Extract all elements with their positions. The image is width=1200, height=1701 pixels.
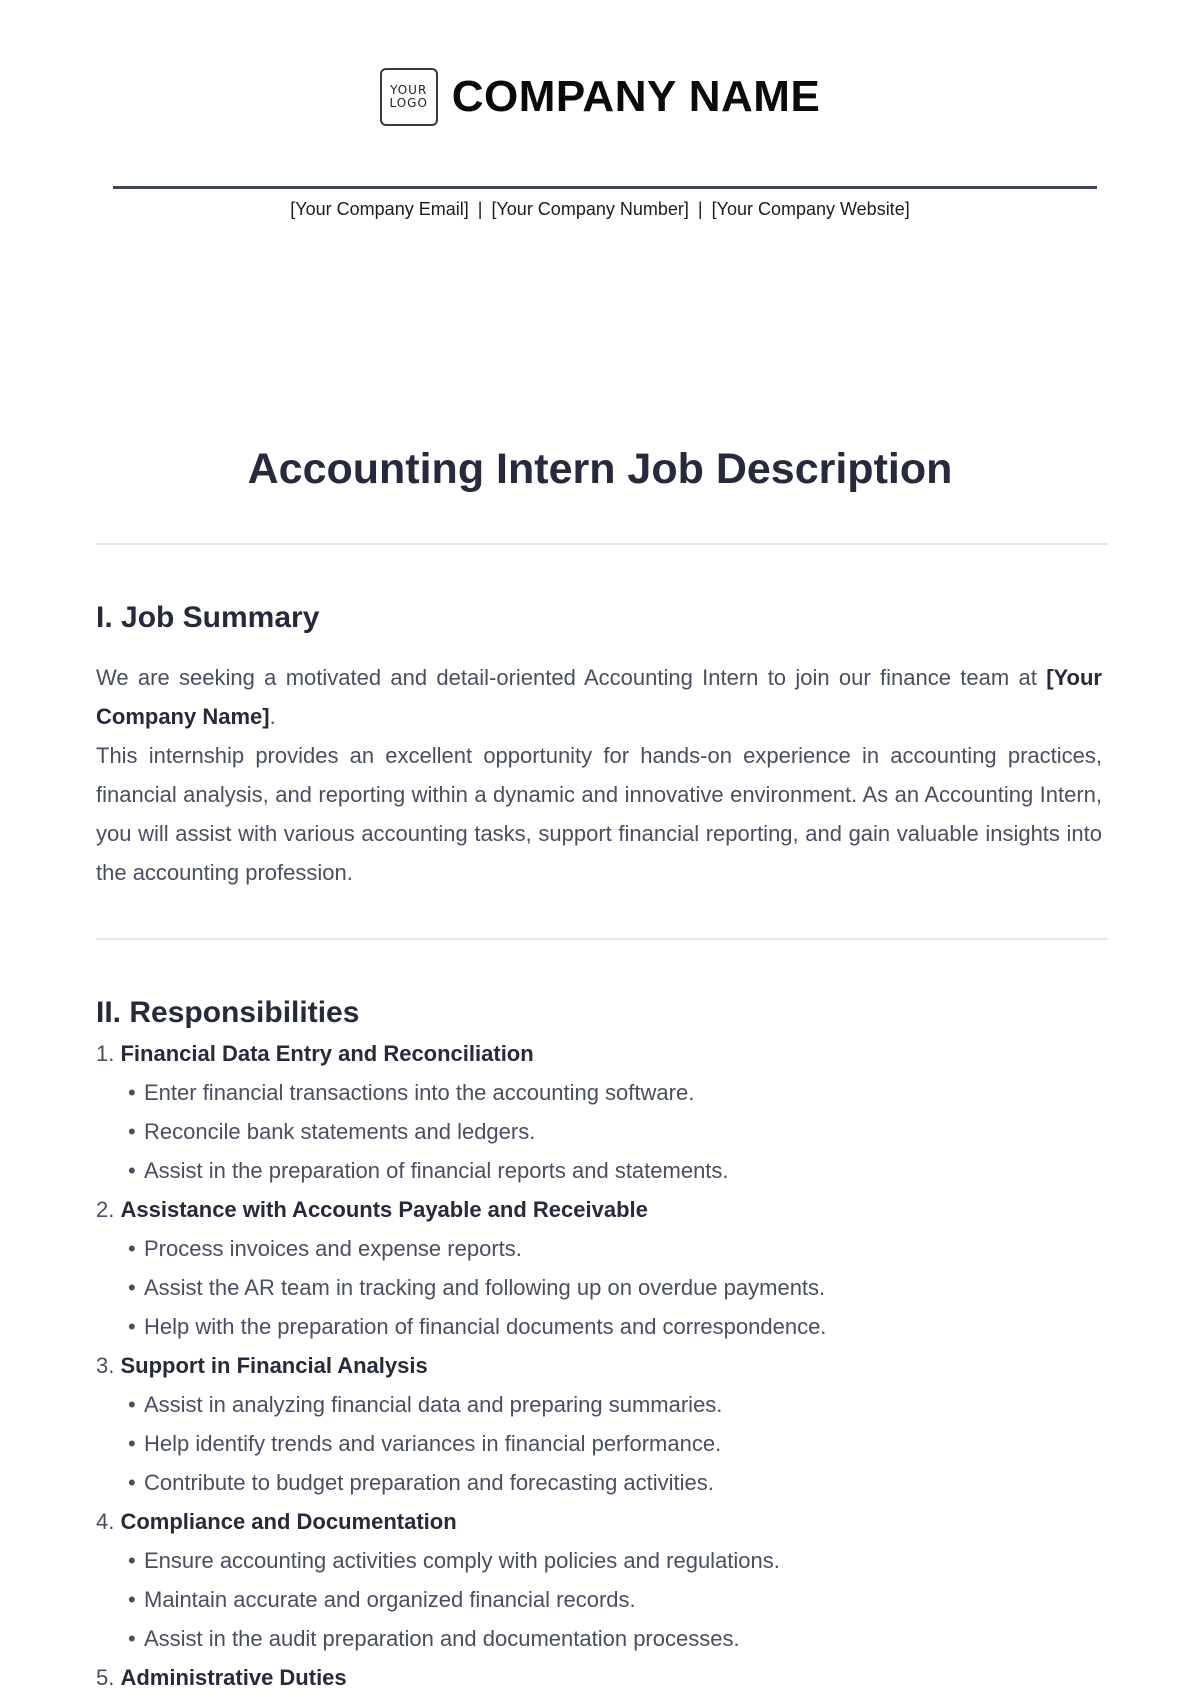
bullet-text: Enter financial transactions into the accounting software.	[144, 1080, 695, 1105]
bullet-item	[96, 1619, 1106, 1658]
bullet-item	[96, 1580, 1106, 1619]
responsibility-item	[96, 1034, 1106, 1190]
responsibility-title	[96, 1658, 1106, 1697]
responsibility-number: 1.	[96, 1041, 115, 1066]
section-divider	[96, 543, 1108, 545]
company-name-placeholder: [Your Company Name]	[96, 665, 1102, 729]
responsibility-title	[96, 1190, 1106, 1229]
responsibility-label: Financial Data Entry and Reconciliation	[120, 1041, 534, 1066]
summary-intro-paragraph	[96, 658, 1102, 736]
bullet-item	[96, 1229, 1106, 1268]
responsibility-bullets	[96, 1385, 1106, 1502]
responsibility-number: 5.	[96, 1665, 115, 1690]
responsibilities-list	[96, 1034, 1106, 1697]
responsibility-item	[96, 1190, 1106, 1346]
bullet-dot-icon: •	[128, 1626, 136, 1651]
summary-period: .	[269, 704, 276, 729]
responsibilities-heading: II. Responsibilities	[96, 996, 360, 1029]
responsibility-title	[96, 1502, 1106, 1541]
responsibility-item	[96, 1658, 1106, 1697]
company-brand	[0, 68, 1200, 126]
company-number: [Your Company Number]	[491, 199, 689, 219]
bullet-text: Contribute to budget preparation and forecasting activities.	[144, 1470, 714, 1495]
bullet-dot-icon: •	[128, 1548, 136, 1573]
bullet-text: Help identify trends and variances in financial performance.	[144, 1431, 722, 1456]
bullet-text: Process invoices and expense reports.	[144, 1236, 522, 1261]
bullet-text: Assist in the audit preparation and documentation processes.	[144, 1626, 740, 1651]
summary-body: This internship provides an excellent opportunity for hands-on experience in accounting practices, financial analysis, and reporting within a dynamic and innovative environment. As an Accounting Intern, you will assist with various accounting tasks, support financial reporting, and gain valuable insights into the accounting profession.	[96, 743, 1102, 885]
responsibility-number: 4.	[96, 1509, 115, 1534]
section-divider	[96, 938, 1108, 940]
bullet-dot-icon: •	[128, 1158, 136, 1183]
responsibility-item	[96, 1502, 1106, 1658]
bullet-dot-icon: •	[128, 1119, 136, 1144]
bullet-item	[96, 1541, 1106, 1580]
job-summary-heading: I. Job Summary	[96, 601, 320, 634]
contact-separator: |	[697, 199, 703, 219]
company-logo	[380, 68, 438, 126]
bullet-text: Ensure accounting activities comply with policies and regulations.	[144, 1548, 780, 1573]
document-title: Accounting Intern Job Description	[247, 445, 953, 493]
bullet-text: Assist in the preparation of financial reports and statements.	[144, 1158, 729, 1183]
responsibility-bullets	[96, 1229, 1106, 1346]
bullet-dot-icon: •	[128, 1236, 136, 1261]
bullet-item	[96, 1073, 1106, 1112]
responsibility-item	[96, 1346, 1106, 1502]
responsibility-title	[96, 1034, 1106, 1073]
bullet-text: Maintain accurate and organized financial records.	[144, 1587, 636, 1612]
bullet-item	[96, 1424, 1106, 1463]
bullet-dot-icon: •	[128, 1392, 136, 1417]
bullet-item	[96, 1151, 1106, 1190]
company-website: [Your Company Website]	[711, 199, 910, 219]
responsibility-title	[96, 1346, 1106, 1385]
bullet-item	[96, 1385, 1106, 1424]
bullet-text: Assist in analyzing financial data and preparing summaries.	[144, 1392, 723, 1417]
job-summary-text	[96, 658, 1102, 892]
responsibility-label: Support in Financial Analysis	[120, 1353, 428, 1378]
bullet-dot-icon: •	[128, 1080, 136, 1105]
bullet-text: Help with the preparation of financial documents and correspondence.	[144, 1314, 827, 1339]
logo-text-line1: YOUR	[390, 83, 428, 97]
bullet-item	[96, 1463, 1106, 1502]
bullet-text: Assist the AR team in tracking and following up on overdue payments.	[144, 1275, 826, 1300]
responsibility-label: Administrative Duties	[120, 1665, 347, 1690]
bullet-dot-icon: •	[128, 1470, 136, 1495]
summary-intro: We are seeking a motivated and detail-oriented Accounting Intern to join our finance team at	[96, 665, 1037, 690]
contact-line	[0, 199, 1200, 220]
responsibility-number: 3.	[96, 1353, 115, 1378]
logo-text-line2: LOGO	[389, 96, 428, 110]
bullet-text: Reconcile bank statements and ledgers.	[144, 1119, 536, 1144]
bullet-item	[96, 1112, 1106, 1151]
responsibility-label: Compliance and Documentation	[120, 1509, 457, 1534]
responsibility-bullets	[96, 1073, 1106, 1190]
responsibility-bullets	[96, 1541, 1106, 1658]
bullet-item	[96, 1307, 1106, 1346]
bullet-dot-icon: •	[128, 1314, 136, 1339]
header-divider	[113, 186, 1097, 189]
bullet-item	[96, 1268, 1106, 1307]
responsibility-number: 2.	[96, 1197, 115, 1222]
contact-separator: |	[477, 199, 483, 219]
bullet-dot-icon: •	[128, 1431, 136, 1456]
company-name: COMPANY NAME	[451, 72, 821, 121]
company-email: [Your Company Email]	[290, 199, 469, 219]
responsibility-label: Assistance with Accounts Payable and Receivable	[120, 1197, 648, 1222]
bullet-dot-icon: •	[128, 1275, 136, 1300]
bullet-dot-icon: •	[128, 1587, 136, 1612]
